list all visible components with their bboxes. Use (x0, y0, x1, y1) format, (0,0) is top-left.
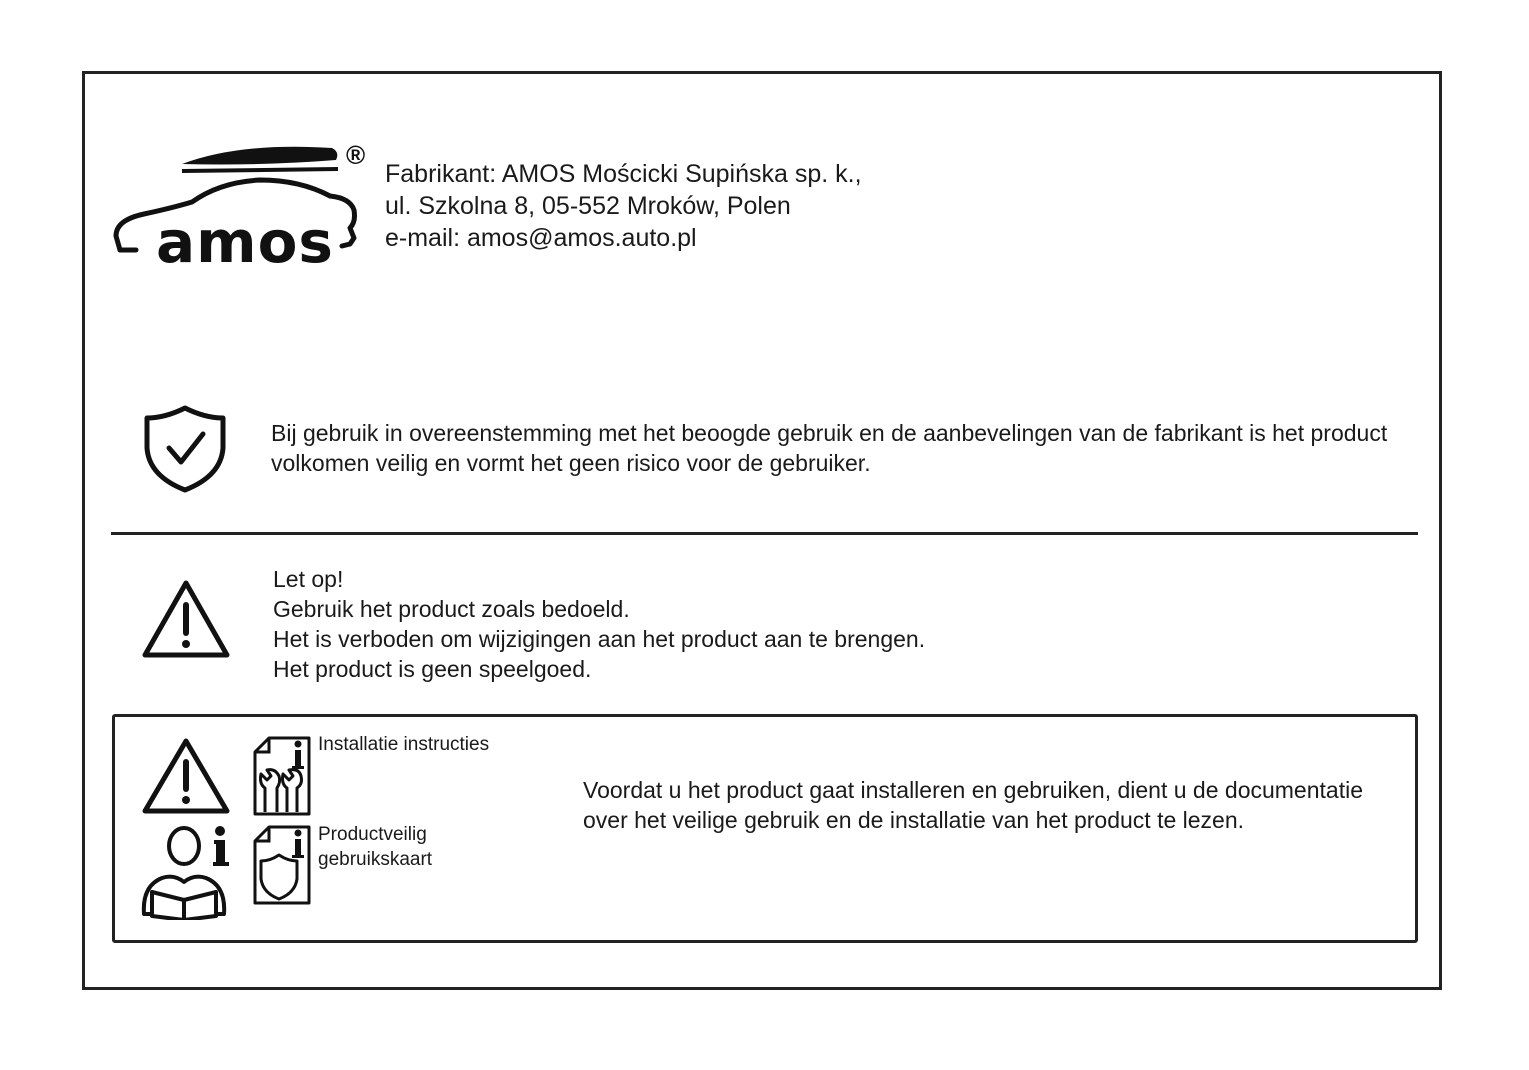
warning-triangle-icon (141, 736, 231, 816)
manufacturer-address: ul. Szkolna 8, 05-552 Mroków, Polen (385, 192, 791, 220)
safety-card-doc-icon (253, 825, 313, 905)
caution-line: Het product is geen speelgoed. (273, 656, 592, 682)
documentation-statement: Voordat u het product gaat installeren en gebruiken, dient u de documentatie over het veilige gebruik en de installatie van het product te lezen. (583, 777, 1363, 833)
brand-text: amos (156, 208, 334, 272)
caution-heading: Let op! (273, 566, 344, 592)
read-manual-icon (138, 822, 236, 920)
manufacturer-info (385, 158, 862, 254)
divider (111, 532, 1418, 535)
caution-line: Gebruik het product zoals bedoeld. (273, 596, 630, 622)
registered-mark: ® (346, 140, 366, 170)
caution-text (273, 564, 925, 684)
safety-statement: Bij gebruik in overeenstemming met het beoogde gebruik en de aanbevelingen van de fabrikant is het product volkomen veilig en vormt het geen risico voor de gebruiker. (271, 420, 1388, 476)
manufacturer-name: Fabrikant: AMOS Mościcki Supińska sp. k., (385, 160, 862, 188)
caution-line: Het is verboden om wijzigingen aan het product aan te brengen. (273, 626, 926, 652)
safety-card-label: Productveilig gebruikskaart (318, 824, 433, 870)
amos-logo (110, 138, 372, 272)
installation-doc-icon (253, 736, 313, 816)
shield-check-icon (143, 404, 227, 494)
manufacturer-email: e-mail: amos@amos.auto.pl (385, 224, 697, 252)
warning-triangle-icon (141, 578, 231, 660)
installation-instructions-label: Installatie instructies (318, 734, 490, 755)
